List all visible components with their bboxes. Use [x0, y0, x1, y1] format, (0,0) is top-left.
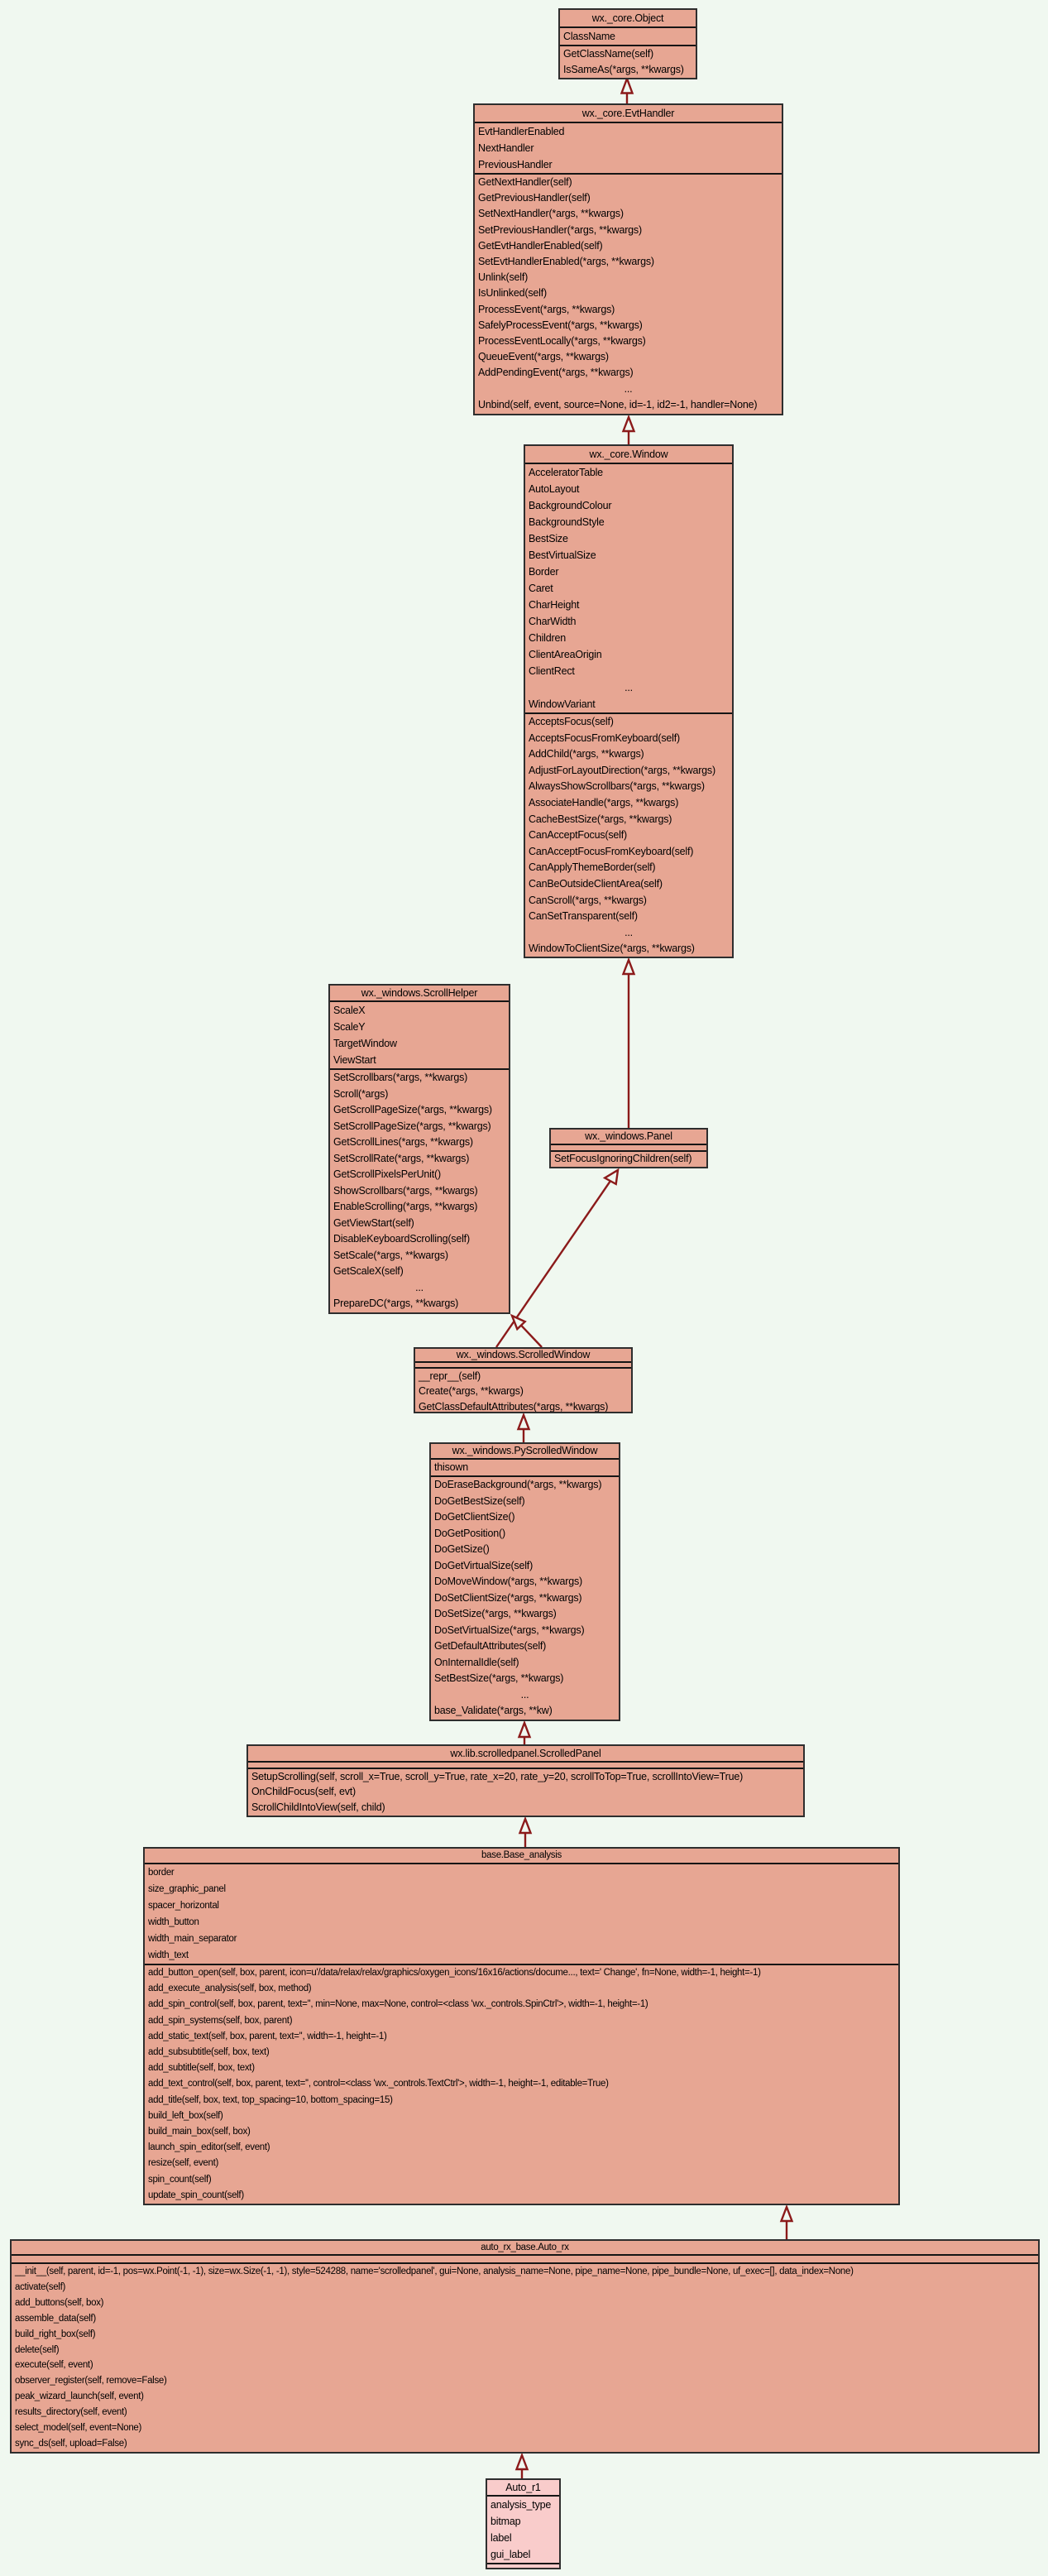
member-row: AssociateHandle(*args, **kwargs)	[529, 796, 679, 808]
member-row: EvtHandlerEnabled	[478, 126, 565, 137]
class-box-wx-windows-scrolledwindow	[414, 1347, 633, 1413]
attributes-section	[475, 123, 782, 175]
member-row: add_subtitle(self, box, text)	[148, 2063, 255, 2074]
methods-section	[475, 175, 782, 413]
member-row: DoGetVirtualSize(self)	[434, 1559, 534, 1571]
member-row: ...	[520, 1688, 529, 1701]
member-row: AutoLayout	[529, 483, 580, 495]
methods-section	[525, 714, 732, 957]
member-row: GetPreviousHandler(self)	[478, 192, 591, 204]
member-row: sync_ds(self, upload=False)	[15, 2438, 127, 2449]
member-row: Children	[529, 632, 566, 644]
member-row: __init__(self, parent, id=-1, pos=wx.Point(-1, -1), size=wx.Size(-1, -1), style=524288, name='scrolledpanel', gui=None, analysis_name=None, pipe_name=None, pipe_bundle=None, uf_exec=[], data_index=None)	[15, 2267, 854, 2276]
member-row: CanSetTransparent(self)	[529, 910, 638, 923]
methods-section	[415, 1369, 631, 1413]
member-row: Create(*args, **kwargs)	[419, 1385, 524, 1398]
member-row: add_static_text(self, box, parent, text='', width=-1, height=-1)	[148, 2031, 387, 2041]
member-row: SetNextHandler(*args, **kwargs)	[478, 208, 624, 220]
member-row: add_subsubtitle(self, box, text)	[148, 2047, 270, 2058]
member-row: add_spin_systems(self, box, parent)	[148, 2015, 293, 2026]
member-row: ...	[624, 382, 633, 395]
member-row: DoGetPosition()	[434, 1527, 505, 1539]
member-row: IsUnlinked(self)	[478, 287, 547, 300]
member-row: ViewStart	[333, 1054, 376, 1066]
member-row: Unlink(self)	[478, 271, 529, 284]
member-row: NextHandler	[478, 142, 534, 154]
attributes-section	[560, 28, 696, 46]
member-row: DoMoveWindow(*args, **kwargs)	[434, 1576, 582, 1587]
member-row: GetScrollLines(*args, **kwargs)	[333, 1136, 473, 1148]
member-row: BestSize	[529, 533, 568, 544]
member-row: ProcessEvent(*args, **kwargs)	[478, 303, 615, 315]
member-row: CanScroll(*args, **kwargs)	[529, 894, 647, 906]
member-row: GetNextHandler(self)	[478, 176, 572, 188]
member-row: build_left_box(self)	[148, 2110, 223, 2121]
member-row: build_main_box(self, box)	[148, 2127, 251, 2137]
member-row: SetScale(*args, **kwargs)	[333, 1249, 448, 1261]
member-row: GetEvtHandlerEnabled(self)	[478, 239, 603, 252]
methods-section	[431, 1477, 619, 1720]
member-row: gui_label	[491, 2549, 531, 2560]
class-box-auto-rx	[10, 2239, 1040, 2454]
class-title: wx._windows.Panel	[551, 1130, 706, 1145]
member-row: update_spin_count(self)	[148, 2190, 244, 2200]
attributes-section	[248, 1763, 803, 1769]
inheritance-edge-pyscrolledwindow-to-scrolledwindow	[519, 1415, 529, 1442]
member-row: DoGetSize()	[434, 1543, 490, 1555]
attributes-section	[12, 2256, 1038, 2264]
member-row: TargetWindow	[333, 1038, 397, 1049]
member-row: AddChild(*args, **kwargs)	[529, 748, 644, 760]
member-row: CharHeight	[529, 599, 580, 611]
member-row: add_text_control(self, box, parent, text='', control=<class 'wx._controls.TextCtrl'>, width=-1, height=-1, editable=True)	[148, 2079, 609, 2089]
class-box-base-analysis	[143, 1847, 900, 2205]
member-row: label	[491, 2532, 512, 2544]
member-row: SafelyProcessEvent(*args, **kwargs)	[478, 319, 643, 331]
member-row: QueueEvent(*args, **kwargs)	[478, 351, 609, 363]
class-title: wx._windows.ScrollHelper	[330, 986, 509, 1002]
member-row: AcceptsFocus(self)	[529, 716, 614, 727]
member-row: BestVirtualSize	[529, 549, 596, 561]
member-row: WindowVariant	[529, 698, 596, 710]
member-row: ScaleY	[333, 1021, 366, 1033]
member-row: observer_register(self, remove=False)	[15, 2376, 167, 2387]
class-title: Auto_r1	[487, 2480, 559, 2497]
methods-section	[560, 46, 696, 78]
member-row: AddPendingEvent(*args, **kwargs)	[478, 367, 634, 379]
member-row: CanAcceptFocus(self)	[529, 829, 627, 842]
member-row: width_text	[148, 1950, 189, 1960]
member-row: ClientAreaOrigin	[529, 649, 602, 660]
attributes-section	[551, 1145, 706, 1152]
member-row: size_graphic_panel	[148, 1884, 226, 1894]
member-row: add_title(self, box, text, top_spacing=10, bottom_spacing=15)	[148, 2094, 393, 2105]
methods-section	[330, 1070, 509, 1312]
member-row: base_Validate(*args, **kw)	[434, 1705, 553, 1716]
member-row: WindowToClientSize(*args, **kwargs)	[529, 943, 695, 955]
member-row: ...	[624, 926, 633, 938]
member-row: SetScrollbars(*args, **kwargs)	[333, 1072, 468, 1083]
member-row: OnChildFocus(self, evt)	[251, 1786, 356, 1798]
member-row: launch_spin_editor(self, event)	[148, 2142, 270, 2153]
member-row: ScrollChildIntoView(self, child)	[251, 1801, 385, 1813]
member-row: SetScrollPageSize(*args, **kwargs)	[333, 1120, 491, 1132]
member-row: BackgroundStyle	[529, 516, 605, 528]
member-row: ClientRect	[529, 665, 575, 677]
class-title: wx._core.EvtHandler	[475, 105, 782, 123]
methods-section	[12, 2264, 1038, 2452]
class-box-wx-core-evthandler	[473, 103, 783, 415]
member-row: GetScrollPageSize(*args, **kwargs)	[333, 1104, 492, 1115]
member-row: BackgroundColour	[529, 500, 612, 511]
member-row: spacer_horizontal	[148, 1901, 219, 1911]
member-row: SetEvtHandlerEnabled(*args, **kwargs)	[478, 256, 654, 268]
member-row: peak_wizard_launch(self, event)	[15, 2391, 144, 2402]
class-title: wx._windows.ScrolledWindow	[415, 1349, 631, 1363]
member-row: DoEraseBackground(*args, **kwargs)	[434, 1479, 602, 1490]
methods-section	[551, 1152, 706, 1166]
inheritance-edge-base-analysis-to-scrolledpanel	[520, 1819, 531, 1847]
member-row: CharWidth	[529, 616, 577, 627]
member-row: build_right_box(self)	[15, 2329, 96, 2339]
member-row: DoSetSize(*args, **kwargs)	[434, 1608, 557, 1619]
member-row: ScaleX	[333, 1005, 366, 1016]
class-title: auto_rx_base.Auto_rx	[12, 2241, 1038, 2256]
member-row: AcceptsFocusFromKeyboard(self)	[529, 732, 680, 744]
member-row: add_execute_analysis(self, box, method)	[148, 1984, 312, 1994]
class-box-scrolledpanel	[246, 1744, 805, 1817]
member-row: DoGetBestSize(self)	[434, 1494, 525, 1507]
member-row: __repr__(self)	[419, 1370, 481, 1382]
member-row: SetupScrolling(self, scroll_x=True, scroll_y=True, rate_x=20, rate_y=20, scrollToTop=True, scrollIntoView=True)	[251, 1771, 744, 1782]
member-row: AlwaysShowScrollbars(*args, **kwargs)	[529, 780, 705, 793]
inheritance-edge-auto-rx-to-base-analysis	[782, 2207, 792, 2239]
member-row: GetScaleX(self)	[333, 1265, 404, 1277]
member-row: DoGetClientSize()	[434, 1511, 515, 1523]
class-box-wx-core-window	[524, 444, 734, 958]
member-row: IsSameAs(*args, **kwargs)	[563, 64, 684, 75]
member-row: GetScrollPixelsPerUnit()	[333, 1168, 441, 1180]
attributes-section	[415, 1363, 631, 1369]
member-row: bitmap	[491, 2516, 521, 2527]
member-row: SetBestSize(*args, **kwargs)	[434, 1672, 564, 1684]
member-row: SetFocusIgnoringChildren(self)	[554, 1153, 692, 1164]
member-row: CanAcceptFocusFromKeyboard(self)	[529, 845, 694, 857]
inheritance-edge-window-to-evthandler	[624, 417, 634, 444]
member-row: assemble_data(self)	[15, 2313, 96, 2324]
member-row: resize(self, event)	[148, 2158, 219, 2169]
member-row: Unbind(self, event, source=None, id=-1, id2=-1, handler=None)	[478, 398, 758, 410]
member-row: GetDefaultAttributes(self)	[434, 1640, 547, 1652]
inheritance-edge-scrolledwindow-to-scrollhelper	[512, 1316, 542, 1347]
inheritance-edge-scrolledpanel-to-pyscrolledwindow	[519, 1723, 530, 1744]
member-row: DisableKeyboardScrolling(self)	[333, 1233, 470, 1245]
member-row: GetClassDefaultAttributes(*args, **kwargs)	[419, 1400, 609, 1413]
member-row: CanApplyThemeBorder(self)	[529, 861, 656, 874]
class-title: wx._windows.PyScrolledWindow	[431, 1444, 619, 1460]
member-row: ClassName	[563, 31, 615, 42]
member-row: ...	[624, 682, 633, 693]
class-box-wx-windows-panel	[549, 1128, 708, 1168]
member-row: border	[148, 1868, 175, 1878]
member-row: AcceleratorTable	[529, 467, 603, 478]
member-row: CanBeOutsideClientArea(self)	[529, 877, 663, 890]
member-row: GetClassName(self)	[563, 48, 653, 60]
attributes-section	[330, 1002, 509, 1070]
member-row: DoSetClientSize(*args, **kwargs)	[434, 1591, 582, 1604]
class-title: wx._core.Window	[525, 446, 732, 464]
methods-section	[248, 1769, 803, 1815]
inheritance-edge-panel-to-window	[624, 960, 634, 1128]
member-row: activate(self)	[15, 2281, 65, 2292]
class-title: wx._core.Object	[560, 10, 696, 28]
inheritance-edge-scrolledwindow-to-panel	[496, 1170, 618, 1347]
member-row: PreviousHandler	[478, 159, 553, 170]
member-row: execute(self, event)	[15, 2360, 93, 2371]
member-row: Border	[529, 566, 559, 578]
attributes-section	[145, 1864, 898, 1965]
member-row: ...	[415, 1281, 424, 1293]
member-row: Scroll(*args)	[333, 1087, 389, 1100]
member-row: add_spin_control(self, box, parent, text='', min=None, max=None, control=<class 'wx._controls.SpinCtrl'>, width=-1, height=-1)	[148, 1999, 648, 2010]
member-row: select_model(self, event=None)	[15, 2423, 142, 2434]
attributes-section	[525, 464, 732, 714]
member-row: OnInternalIdle(self)	[434, 1656, 519, 1668]
member-row: thisown	[434, 1461, 468, 1473]
class-box-auto-r1	[486, 2478, 561, 2569]
member-row: AdjustForLayoutDirection(*args, **kwargs)	[529, 764, 715, 776]
class-box-wx-windows-scrollhelper	[328, 984, 510, 1314]
member-row: DoSetVirtualSize(*args, **kwargs)	[434, 1624, 585, 1636]
member-row: GetViewStart(self)	[333, 1216, 414, 1229]
member-row: EnableScrolling(*args, **kwargs)	[333, 1201, 478, 1212]
member-row: CacheBestSize(*args, **kwargs)	[529, 813, 672, 825]
member-row: add_button_open(self, box, parent, icon=u'/data/relax/relax/graphics/oxygen_icons/16x16/actions/docume..., text=' Change', fn=None, width=-1, height=-1)	[148, 1968, 761, 1978]
attributes-section	[487, 2497, 559, 2564]
inheritance-edge-evthandler-to-object	[622, 79, 633, 103]
member-row: spin_count(self)	[148, 2174, 212, 2185]
member-row: ShowScrollbars(*args, **kwargs)	[333, 1184, 478, 1197]
member-row: results_directory(self, event)	[15, 2407, 127, 2418]
inheritance-edge-auto-r1-to-auto-rx	[517, 2455, 528, 2478]
member-row: analysis_type	[491, 2499, 552, 2511]
member-row: SetScrollRate(*args, **kwargs)	[333, 1152, 470, 1164]
class-box-wx-core-object	[558, 8, 697, 79]
member-row: ProcessEventLocally(*args, **kwargs)	[478, 335, 646, 348]
methods-section	[145, 1965, 898, 2204]
attributes-section	[431, 1460, 619, 1477]
member-row: Caret	[529, 583, 553, 594]
member-row: SetPreviousHandler(*args, **kwargs)	[478, 223, 642, 236]
member-row: delete(self)	[15, 2344, 60, 2355]
member-row: add_buttons(self, box)	[15, 2297, 104, 2308]
member-row: width_button	[148, 1917, 199, 1927]
member-row: width_main_separator	[148, 1934, 237, 1944]
class-title: wx.lib.scrolledpanel.ScrolledPanel	[248, 1746, 803, 1763]
class-title: base.Base_analysis	[145, 1849, 898, 1864]
member-row: PrepareDC(*args, **kwargs)	[333, 1298, 459, 1309]
class-box-wx-windows-pyscrolledwindow	[429, 1442, 620, 1721]
